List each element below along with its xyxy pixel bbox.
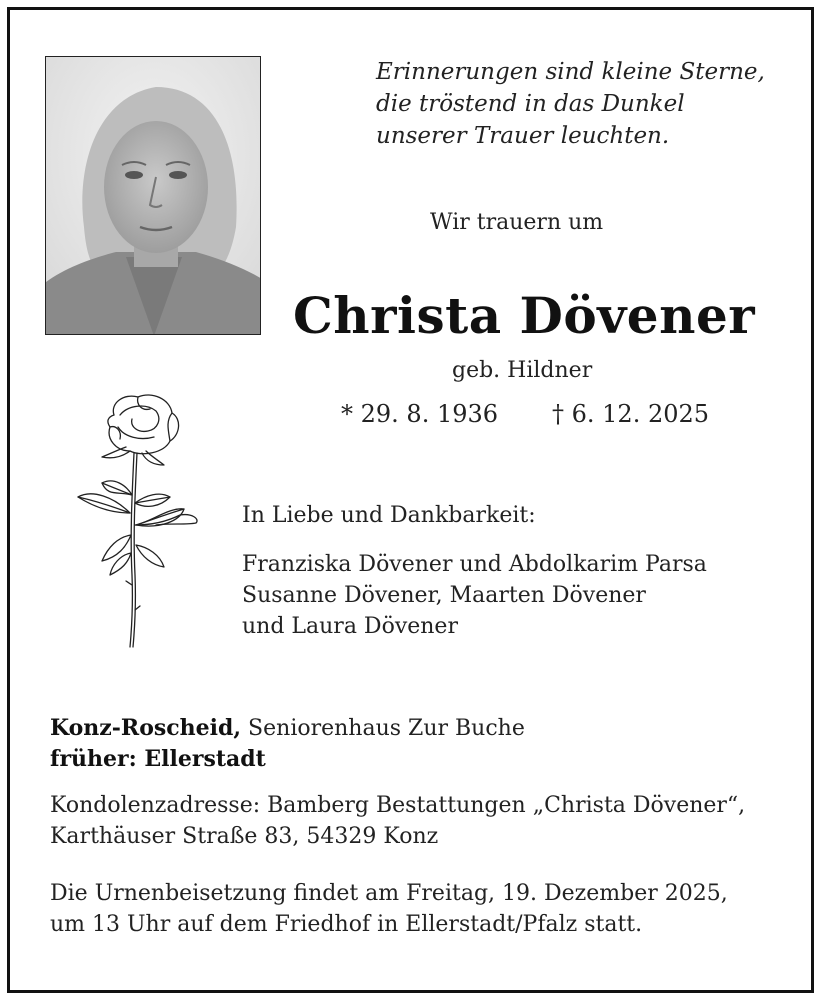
- funeral-line: um 13 Uhr auf dem Friedhof in Ellerstadt/Pfalz statt.: [50, 912, 643, 937]
- mourning-intro: Wir trauern um: [430, 210, 604, 235]
- rose-icon: [72, 385, 202, 650]
- condolence-line: Karthäuser Straße 83, 54329 Konz: [50, 824, 439, 849]
- quote-line: Erinnerungen sind kleine Sterne,: [376, 59, 765, 85]
- location-block: [50, 713, 525, 775]
- quote-line: unserer Trauer leuchten.: [376, 123, 670, 149]
- birth-date: * 29. 8. 1936: [341, 400, 499, 428]
- location-line: [50, 713, 525, 744]
- birth-name: geb. Hildner: [452, 358, 593, 383]
- location-place: Konz-Roscheid,: [50, 715, 242, 741]
- family-list: [242, 549, 707, 642]
- funeral-details: [50, 878, 728, 940]
- quote-line: die tröstend in das Dunkel: [376, 91, 685, 117]
- former-residence: früher: Ellerstadt: [50, 746, 266, 772]
- death-date: † 6. 12. 2025: [552, 400, 710, 428]
- funeral-line: Die Urnenbeisetzung findet am Freitag, 19. Dezember 2025,: [50, 881, 728, 906]
- gratitude-line: In Liebe und Dankbarkeit:: [242, 503, 536, 528]
- condolence-address: [50, 790, 745, 852]
- memorial-quote: [376, 56, 765, 152]
- location-detail: Seniorenhaus Zur Buche: [241, 716, 525, 741]
- family-line: und Laura Dövener: [242, 614, 458, 639]
- deceased-name: Christa Dövener: [293, 286, 756, 345]
- portrait-photo: [45, 56, 261, 335]
- portrait-image: [46, 57, 261, 335]
- condolence-line: Kondolenzadresse: Bamberg Bestattungen „Christa Dövener“,: [50, 793, 746, 818]
- family-line: Susanne Dövener, Maarten Dövener: [242, 583, 646, 608]
- family-line: Franziska Dövener und Abdolkarim Parsa: [242, 552, 707, 577]
